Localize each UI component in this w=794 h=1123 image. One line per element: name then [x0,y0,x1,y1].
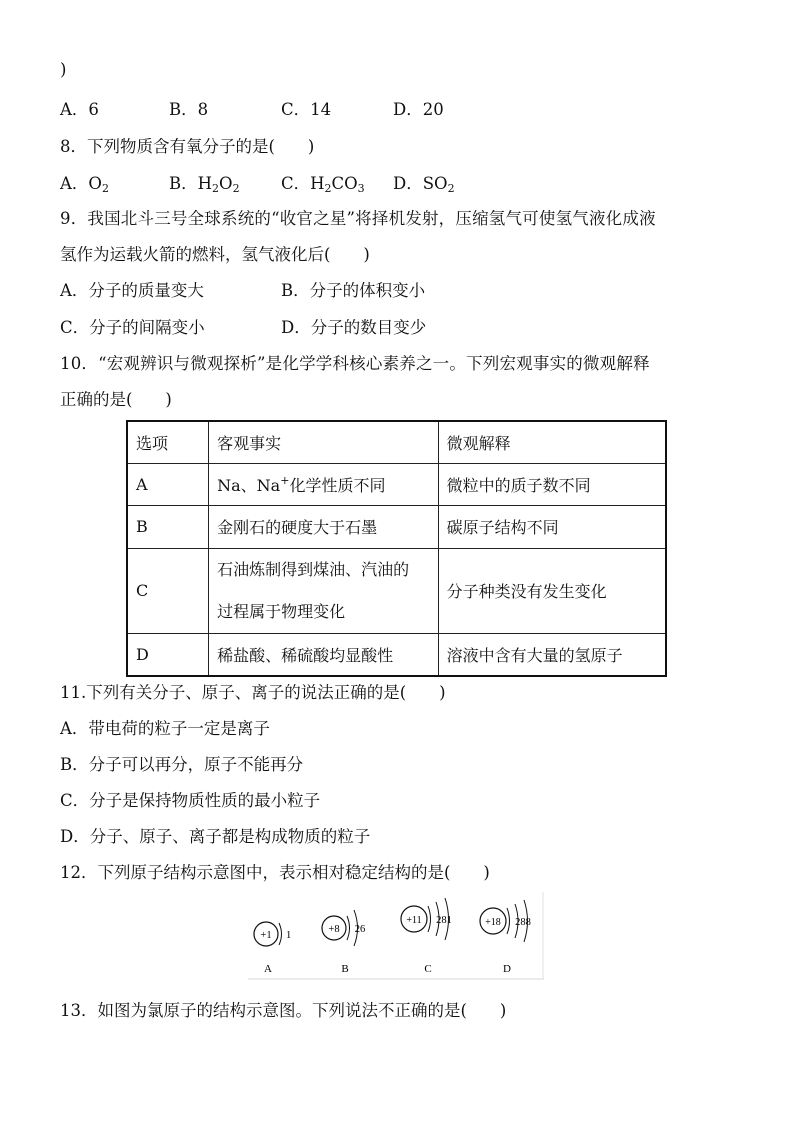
atom-structure-figure [248,888,544,980]
q10-row-c-fact [209,548,438,633]
q11-stem: 11.下列有关分子、原子、离子的说法正确的是( ) [60,683,446,702]
q10-table-row-a [127,463,666,505]
q10-row-c-fact-line2: 过程属于物理变化 [217,601,346,621]
q10-row-a-explanation: 微粒中的质子数不同 [438,463,666,505]
q8-option-a [60,170,109,194]
q10-table-row-c [127,548,666,633]
q8-option-c-formula-base: H [310,174,325,193]
atom-b-label: B [341,963,349,975]
atom-d-nucleus: +18 [485,917,501,928]
q8-option-d-formula-sub: 2 [447,182,455,195]
q10-row-b-explanation: 碳原子结构不同 [438,505,666,548]
q8-option-b-formula-rest: O [219,174,233,193]
q10-row-d-option: D [127,633,209,676]
q10-row-a-fact-pre: Na、Na [217,475,281,495]
q10-row-d-fact: 稀盐酸、稀硫酸均显酸性 [209,633,438,676]
q10-row-a-fact-post: 化学性质不同 [289,475,386,495]
q8-option-c-letter: C． [281,174,311,193]
atom-b-shell-arc-1 [347,916,350,940]
q10-row-b-option: B [127,505,209,548]
q8-option-b [169,170,240,194]
atom-a-diagram [254,922,291,975]
q10-table [126,420,667,677]
atom-d-diagram [480,900,531,975]
q10-stem-line2: 正确的是( ) [60,390,172,409]
q9-stem-line2: 氢作为运载火箭的燃料，氢气液化后( ) [60,245,370,264]
q8-option-d-letter: D． [393,174,423,193]
q8-option-c-formula-rest: CO [331,174,358,193]
q11-option-b: B．分子可以再分，原子不能再分 [60,755,304,774]
q9-stem-line1: 9．我国北斗三号全球系统的“收官之星”将择机发射，压缩氢气可使氢气液化成液 [60,209,656,228]
q8-option-c-formula-sub: 2 [324,182,332,195]
q11-option-d: D．分子、原子、离子都是构成物质的粒子 [60,827,371,846]
q10-table-row-d [127,633,666,676]
q10-row-a-fact-sup: + [280,473,290,487]
q10-table-row-b [127,505,666,548]
atom-a-electrons: 1 [286,930,292,941]
q8-option-a-letter: A． [60,174,89,193]
q12-stem: 12．下列原子结构示意图中，表示相对稳定结构的是( ) [60,863,490,882]
q8-option-b-formula-base: H [197,174,213,193]
q7-option-d: D．20 [393,100,444,119]
q7-option-a: A．6 [60,100,99,119]
q8-option-b-formula-sub2: 2 [232,182,240,195]
atom-b-diagram [322,910,365,975]
q13-stem: 13．如图为氯原子的结构示意图。下列说法不正确的是( ) [60,1001,507,1020]
atom-d-electrons: 288 [515,917,531,928]
atom-c-nucleus: +11 [406,915,422,926]
q10-table-header-row [127,421,666,463]
q8-stem: 8．下列物质含有氧分子的是( ) [60,137,315,156]
q7-option-b: B．8 [169,100,209,119]
q8-option-c [281,170,365,194]
q9-option-c: C．分子的间隔变小 [60,318,205,337]
atom-a-shell-arc [279,923,282,945]
atom-b-nucleus: +8 [328,924,340,935]
q10-row-d-explanation: 溶液中含有大量的氢原子 [438,633,666,676]
q7-stem-tail: ) [60,60,67,79]
q8-option-d [393,170,455,194]
q8-option-d-formula-base: SO [422,174,448,193]
q9-option-a: A．分子的质量变大 [60,281,204,300]
atom-d-shell-arc-1 [507,908,510,934]
atom-c-shell-arc-1 [428,906,431,932]
atom-c-diagram [401,898,452,975]
q10-row-b-fact: 金刚石的硬度大于石墨 [209,505,438,548]
q8-option-a-formula-base: O [88,174,102,193]
q8-option-c-formula-sub2: 3 [357,182,365,195]
q7-option-c: C．14 [281,100,332,119]
q11-option-c: C．分子是保持物质性质的最小粒子 [60,791,321,810]
q10-stem-line1: 10．“宏观辨识与微观探析”是化学学科核心素养之一。下列宏观事实的微观解释 [60,354,650,373]
q10-header-fact: 客观事实 [209,421,438,463]
atom-b-electrons: 26 [354,924,366,935]
q10-row-c-option: C [127,548,209,633]
q10-row-c-explanation: 分子种类没有发生变化 [438,548,666,633]
q10-row-a-option: A [127,463,209,505]
atom-d-label: D [503,963,511,975]
q10-row-a-fact [209,463,438,505]
q11-option-a: A．带电荷的粒子一定是离子 [60,719,270,738]
q10-header-option: 选项 [127,421,209,463]
atom-c-label: C [424,963,432,975]
q8-option-a-formula-sub: 2 [101,182,109,195]
atom-a-nucleus: +1 [260,930,272,941]
q8-option-b-letter: B． [169,174,198,193]
q8-option-b-formula-sub: 2 [212,182,220,195]
q10-header-explanation: 微观解释 [438,421,666,463]
atom-a-label: A [264,963,272,975]
q9-option-d: D．分子的数目变少 [281,318,427,337]
q9-option-b: B．分子的体积变小 [281,281,426,300]
q10-row-c-fact-line1: 石油炼制得到煤油、汽油的 [217,559,410,579]
atom-c-electrons: 281 [436,915,452,926]
